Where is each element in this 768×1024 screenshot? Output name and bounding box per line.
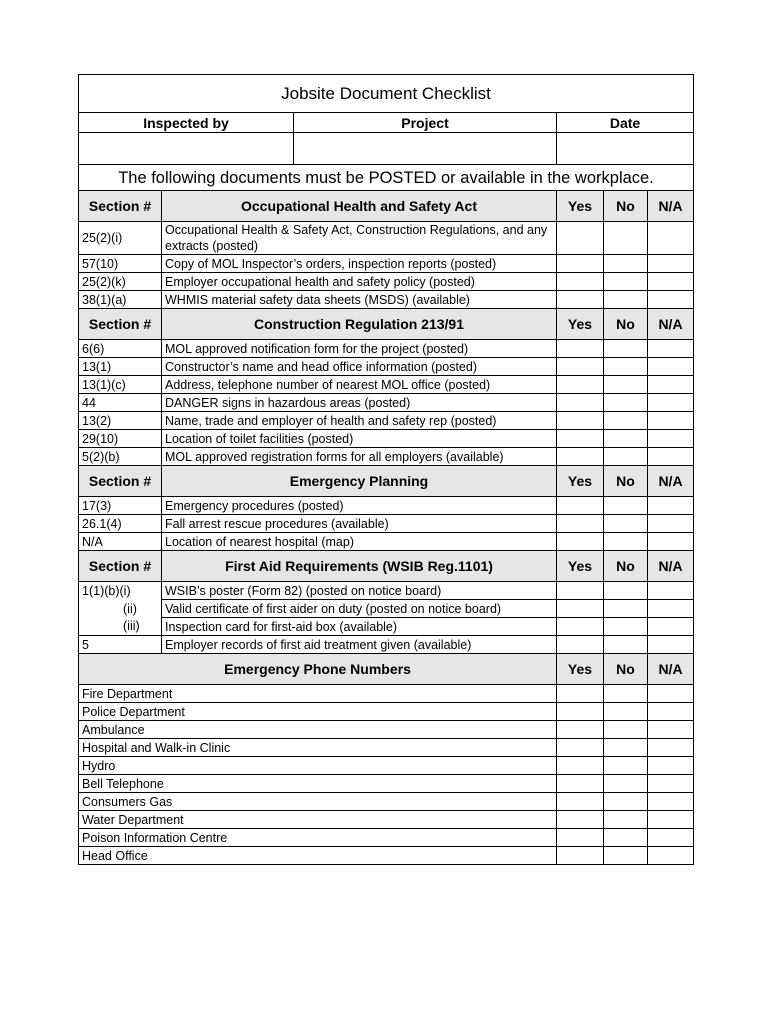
- phone-na-checkbox[interactable]: [648, 685, 694, 703]
- no-column-header: No: [604, 309, 648, 340]
- na-column-header: N/A: [648, 191, 694, 222]
- phone-yes-checkbox[interactable]: [557, 775, 604, 793]
- phone-yes-checkbox[interactable]: [557, 811, 604, 829]
- item-na-checkbox[interactable]: [648, 636, 694, 654]
- phone-yes-checkbox[interactable]: [557, 703, 604, 721]
- item-no-checkbox[interactable]: [604, 376, 648, 394]
- phone-no-checkbox[interactable]: [604, 685, 648, 703]
- item-yes-checkbox[interactable]: [557, 412, 604, 430]
- checklist-item-row: [79, 430, 694, 448]
- phone-yes-checkbox[interactable]: [557, 829, 604, 847]
- item-yes-checkbox[interactable]: [557, 497, 604, 515]
- checklist-table: [78, 74, 694, 865]
- section-code: 25(2)(i): [79, 222, 162, 255]
- yes-column-header: Yes: [557, 466, 604, 497]
- section-code: 38(1)(a): [79, 291, 162, 309]
- document-title: Jobsite Document Checklist: [79, 75, 694, 113]
- item-na-checkbox[interactable]: [648, 291, 694, 309]
- item-description: Inspection card for first-aid box (available): [162, 618, 557, 636]
- item-na-checkbox[interactable]: [648, 340, 694, 358]
- no-column-header: No: [604, 191, 648, 222]
- section-header-row: [79, 191, 694, 222]
- phone-yes-checkbox[interactable]: [557, 685, 604, 703]
- item-no-checkbox[interactable]: [604, 515, 648, 533]
- phone-yes-checkbox[interactable]: [557, 847, 604, 865]
- item-yes-checkbox[interactable]: [557, 255, 604, 273]
- section-code: 13(2): [79, 412, 162, 430]
- item-yes-checkbox[interactable]: [557, 533, 604, 551]
- item-na-checkbox[interactable]: [648, 448, 694, 466]
- item-description: WHMIS material safety data sheets (MSDS) (available): [162, 291, 557, 309]
- date-header: Date: [557, 113, 694, 133]
- checklist-sheet: [78, 74, 693, 865]
- section-code: 13(1)(c): [79, 376, 162, 394]
- project-field[interactable]: [294, 133, 557, 165]
- na-column-header: N/A: [648, 654, 694, 685]
- date-field[interactable]: [557, 133, 694, 165]
- phone-no-checkbox[interactable]: [604, 793, 648, 811]
- phone-no-checkbox[interactable]: [604, 757, 648, 775]
- item-description: Name, trade and employer of health and safety rep (posted): [162, 412, 557, 430]
- phone-na-checkbox[interactable]: [648, 829, 694, 847]
- posting-notice: The following documents must be POSTED or available in the workplace.: [79, 165, 694, 191]
- item-no-checkbox[interactable]: [604, 291, 648, 309]
- item-no-checkbox[interactable]: [604, 497, 648, 515]
- item-no-checkbox[interactable]: [604, 273, 648, 291]
- item-description: MOL approved notification form for the project (posted): [162, 340, 557, 358]
- item-description: Fall arrest rescue procedures (available): [162, 515, 557, 533]
- checklist-item-row: [79, 636, 694, 654]
- section-code: (iii): [79, 618, 162, 636]
- phone-no-checkbox[interactable]: [604, 703, 648, 721]
- item-description: Employer records of first aid treatment given (available): [162, 636, 557, 654]
- item-yes-checkbox[interactable]: [557, 222, 604, 255]
- item-description: MOL approved registration forms for all employers (available): [162, 448, 557, 466]
- section-code: 17(3): [79, 497, 162, 515]
- inspected-by-field[interactable]: [79, 133, 294, 165]
- item-description: Location of nearest hospital (map): [162, 533, 557, 551]
- section-code: 26.1(4): [79, 515, 162, 533]
- checklist-item-row: [79, 412, 694, 430]
- section-title: Occupational Health and Safety Act: [162, 191, 557, 222]
- item-no-checkbox[interactable]: [604, 618, 648, 636]
- item-na-checkbox[interactable]: [648, 222, 694, 255]
- item-na-checkbox[interactable]: [648, 600, 694, 618]
- phone-item-row: [79, 757, 694, 775]
- checklist-item-row: [79, 376, 694, 394]
- phone-contact-label: Head Office: [79, 847, 557, 865]
- phone-no-checkbox[interactable]: [604, 829, 648, 847]
- section-number-header: Section #: [79, 309, 162, 340]
- checklist-item-row: [79, 340, 694, 358]
- item-description: Copy of MOL Inspector’s orders, inspection reports (posted): [162, 255, 557, 273]
- section-code: 6(6): [79, 340, 162, 358]
- item-no-checkbox[interactable]: [604, 448, 648, 466]
- phone-na-checkbox[interactable]: [648, 757, 694, 775]
- section-number-header: Section #: [79, 466, 162, 497]
- section-code: 13(1): [79, 358, 162, 376]
- item-na-checkbox[interactable]: [648, 358, 694, 376]
- phone-no-checkbox[interactable]: [604, 775, 648, 793]
- phone-contact-label: Fire Department: [79, 685, 557, 703]
- item-na-checkbox[interactable]: [648, 497, 694, 515]
- yes-column-header: Yes: [557, 654, 604, 685]
- checklist-item-row: [79, 394, 694, 412]
- phone-contact-label: Consumers Gas: [79, 793, 557, 811]
- phone-na-checkbox[interactable]: [648, 775, 694, 793]
- section-code: 1(1)(b)(i): [79, 582, 162, 600]
- section-code: 5(2)(b): [79, 448, 162, 466]
- phone-no-checkbox[interactable]: [604, 847, 648, 865]
- yes-column-header: Yes: [557, 191, 604, 222]
- checklist-item-row: [79, 497, 694, 515]
- phone-yes-checkbox[interactable]: [557, 739, 604, 757]
- section-code: 44: [79, 394, 162, 412]
- item-yes-checkbox[interactable]: [557, 515, 604, 533]
- item-yes-checkbox[interactable]: [557, 448, 604, 466]
- phone-na-checkbox[interactable]: [648, 847, 694, 865]
- item-no-checkbox[interactable]: [604, 533, 648, 551]
- item-na-checkbox[interactable]: [648, 515, 694, 533]
- phone-contact-label: Police Department: [79, 703, 557, 721]
- item-na-checkbox[interactable]: [648, 582, 694, 600]
- checklist-item-row: [79, 582, 694, 600]
- item-no-checkbox[interactable]: [604, 358, 648, 376]
- section-title: First Aid Requirements (WSIB Reg.1101): [162, 551, 557, 582]
- item-na-checkbox[interactable]: [648, 394, 694, 412]
- item-yes-checkbox[interactable]: [557, 636, 604, 654]
- item-na-checkbox[interactable]: [648, 412, 694, 430]
- phone-no-checkbox[interactable]: [604, 721, 648, 739]
- section-code: (ii): [79, 600, 162, 618]
- phone-no-checkbox[interactable]: [604, 739, 648, 757]
- item-yes-checkbox[interactable]: [557, 291, 604, 309]
- section-code: N/A: [79, 533, 162, 551]
- phone-contact-label: Hospital and Walk-in Clinic: [79, 739, 557, 757]
- checklist-item-row: [79, 273, 694, 291]
- phone-yes-checkbox[interactable]: [557, 793, 604, 811]
- item-yes-checkbox[interactable]: [557, 273, 604, 291]
- item-no-checkbox[interactable]: [604, 636, 648, 654]
- checklist-item-row: [79, 291, 694, 309]
- yes-column-header: Yes: [557, 551, 604, 582]
- item-no-checkbox[interactable]: [604, 600, 648, 618]
- phone-item-row: [79, 703, 694, 721]
- item-na-checkbox[interactable]: [648, 618, 694, 636]
- section-code: 29(10): [79, 430, 162, 448]
- checklist-item-row: [79, 448, 694, 466]
- section-code: 5: [79, 636, 162, 654]
- section-title: Construction Regulation 213/91: [162, 309, 557, 340]
- checklist-item-row: [79, 600, 694, 618]
- item-yes-checkbox[interactable]: [557, 618, 604, 636]
- item-na-checkbox[interactable]: [648, 533, 694, 551]
- checklist-item-row: [79, 358, 694, 376]
- section-code: 25(2)(k): [79, 273, 162, 291]
- project-header: Project: [294, 113, 557, 133]
- item-no-checkbox[interactable]: [604, 412, 648, 430]
- item-yes-checkbox[interactable]: [557, 340, 604, 358]
- phone-no-checkbox[interactable]: [604, 811, 648, 829]
- phone-na-checkbox[interactable]: [648, 739, 694, 757]
- no-column-header: No: [604, 654, 648, 685]
- checklist-item-row: [79, 533, 694, 551]
- item-description: DANGER signs in hazardous areas (posted): [162, 394, 557, 412]
- section-header-row: [79, 466, 694, 497]
- item-description: Location of toilet facilities (posted): [162, 430, 557, 448]
- section-header-row: [79, 309, 694, 340]
- checklist-item-row: [79, 515, 694, 533]
- item-yes-checkbox[interactable]: [557, 582, 604, 600]
- phone-section-title: Emergency Phone Numbers: [79, 654, 557, 685]
- phone-contact-label: Hydro: [79, 757, 557, 775]
- item-no-checkbox[interactable]: [604, 255, 648, 273]
- item-yes-checkbox[interactable]: [557, 394, 604, 412]
- item-na-checkbox[interactable]: [648, 376, 694, 394]
- checklist-item-row: [79, 618, 694, 636]
- na-column-header: N/A: [648, 466, 694, 497]
- phone-item-row: [79, 739, 694, 757]
- phone-na-checkbox[interactable]: [648, 721, 694, 739]
- phone-contact-label: Bell Telephone: [79, 775, 557, 793]
- item-no-checkbox[interactable]: [604, 340, 648, 358]
- checklist-item-row: [79, 255, 694, 273]
- phone-yes-checkbox[interactable]: [557, 757, 604, 775]
- section-title: Emergency Planning: [162, 466, 557, 497]
- item-description: WSIB’s poster (Form 82) (posted on notice board): [162, 582, 557, 600]
- item-na-checkbox[interactable]: [648, 430, 694, 448]
- phone-na-checkbox[interactable]: [648, 793, 694, 811]
- yes-column-header: Yes: [557, 309, 604, 340]
- item-na-checkbox[interactable]: [648, 273, 694, 291]
- section-number-header: Section #: [79, 551, 162, 582]
- item-description: Occupational Health & Safety Act, Construction Regulations, and any extracts (posted): [162, 222, 557, 255]
- phone-na-checkbox[interactable]: [648, 703, 694, 721]
- item-no-checkbox[interactable]: [604, 430, 648, 448]
- section-code: 57(10): [79, 255, 162, 273]
- item-no-checkbox[interactable]: [604, 394, 648, 412]
- no-column-header: No: [604, 551, 648, 582]
- item-yes-checkbox[interactable]: [557, 430, 604, 448]
- item-description: Constructor’s name and head office information (posted): [162, 358, 557, 376]
- phone-item-row: [79, 847, 694, 865]
- no-column-header: No: [604, 466, 648, 497]
- na-column-header: N/A: [648, 309, 694, 340]
- item-yes-checkbox[interactable]: [557, 358, 604, 376]
- inspected-by-header: Inspected by: [79, 113, 294, 133]
- item-description: Address, telephone number of nearest MOL office (posted): [162, 376, 557, 394]
- item-na-checkbox[interactable]: [648, 255, 694, 273]
- phone-yes-checkbox[interactable]: [557, 721, 604, 739]
- section-number-header: Section #: [79, 191, 162, 222]
- item-description: Emergency procedures (posted): [162, 497, 557, 515]
- item-no-checkbox[interactable]: [604, 222, 648, 255]
- phone-contact-label: Poison Information Centre: [79, 829, 557, 847]
- item-description: Employer occupational health and safety policy (posted): [162, 273, 557, 291]
- checklist-item-row: [79, 222, 694, 255]
- phone-na-checkbox[interactable]: [648, 811, 694, 829]
- item-no-checkbox[interactable]: [604, 582, 648, 600]
- item-yes-checkbox[interactable]: [557, 600, 604, 618]
- phone-header-row: [79, 654, 694, 685]
- na-column-header: N/A: [648, 551, 694, 582]
- phone-item-row: [79, 685, 694, 703]
- phone-item-row: [79, 721, 694, 739]
- phone-item-row: [79, 793, 694, 811]
- item-yes-checkbox[interactable]: [557, 376, 604, 394]
- phone-item-row: [79, 829, 694, 847]
- phone-contact-label: Water Department: [79, 811, 557, 829]
- phone-item-row: [79, 775, 694, 793]
- phone-item-row: [79, 811, 694, 829]
- section-header-row: [79, 551, 694, 582]
- item-description: Valid certificate of first aider on duty (posted on notice board): [162, 600, 557, 618]
- phone-contact-label: Ambulance: [79, 721, 557, 739]
